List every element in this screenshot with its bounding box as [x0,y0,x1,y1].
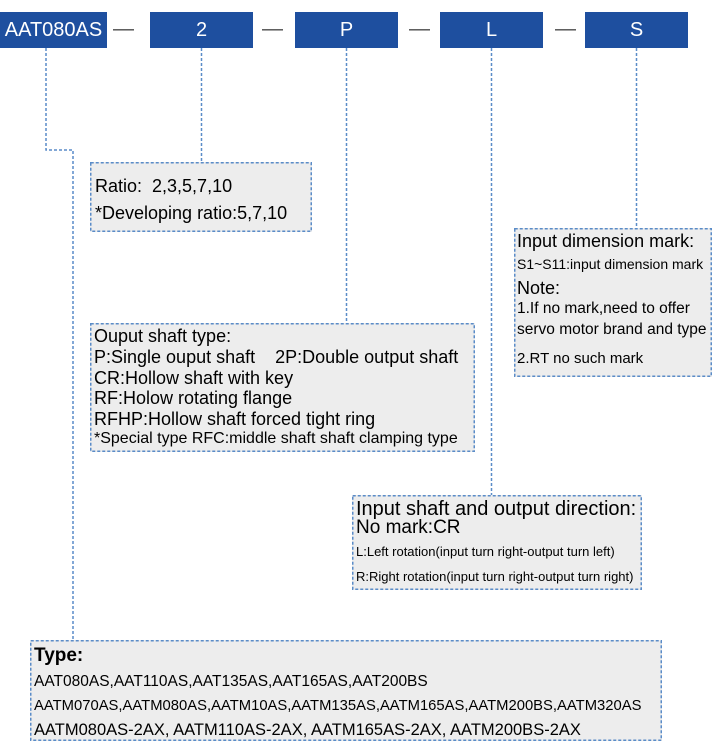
connector-series-to-type [46,48,73,640]
direction-code-label: L [485,19,498,41]
developing-ratio-text: *Developing ratio:5,7,10 [95,203,288,223]
output-shaft-option: CR:Hollow shaft with key [94,368,294,388]
separator-dash: — [409,17,430,40]
separator-dash: — [113,17,134,40]
type-list-line: AATM080AS-2AX, AATM110AS-2AX, AATM165AS-2AX, AATM200BS-2AX [34,721,581,739]
type-list-line: AATM070AS,AATM080AS,AATM10AS,AATM135AS,AATM165AS,AATM200BS,AATM320AS [34,698,642,714]
direction-option-right: R:Right rotation(input turn right-output turn right) [356,569,634,584]
direction-code-box [440,12,543,48]
note-line: 1.If no mark,need to offer [517,300,690,317]
type-list-line: AAT080AS,AAT110AS,AAT135AS,AAT165AS,AAT200BS [34,673,428,690]
type-title: Type: [34,645,84,666]
input-dimension-title: Input dimension mark: [517,231,695,251]
input-code-label: S [629,19,644,41]
input-dimension-range: S1~S11:input dimension mark [517,256,704,272]
direction-option-left: L:Left rotation(input turn right-output turn left) [356,544,615,559]
series-code-box [0,12,107,48]
separator-dash: — [555,17,576,40]
ratio-code-label: 2 [195,19,208,41]
type-panel [30,640,662,741]
series-code-label: AAT080AS [4,19,103,41]
ratio-code-box [150,12,253,48]
ratio-panel [90,162,312,232]
output-shaft-option: RF:Holow rotating flange [94,388,293,408]
input-code-box [585,12,688,48]
output-shaft-special-note: *Special type RFC:middle shaft shaft clamping type [94,430,458,447]
output-shaft-option: P:Single ouput shaft 2P:Double output shaft [94,347,459,367]
output-shaft-code-label: P [339,19,354,41]
output-shaft-option: RFHP:Hollow shaft forced tight ring [94,409,376,429]
output-shaft-title: Ouput shaft type: [94,326,232,346]
direction-panel [352,495,642,590]
note-line: 2.RT no such mark [517,350,644,367]
note-title: Note: [517,278,561,298]
direction-default: No mark:CR [356,517,461,538]
input-dimension-panel [514,228,712,377]
output-shaft-code-box [295,12,398,48]
note-line: servo motor brand and type [517,321,707,338]
ratio-values-text: Ratio: 2,3,5,7,10 [95,176,233,196]
separator-dash: — [262,17,283,40]
direction-title: Input shaft and output direction: [356,498,637,520]
output-shaft-panel [90,323,475,452]
